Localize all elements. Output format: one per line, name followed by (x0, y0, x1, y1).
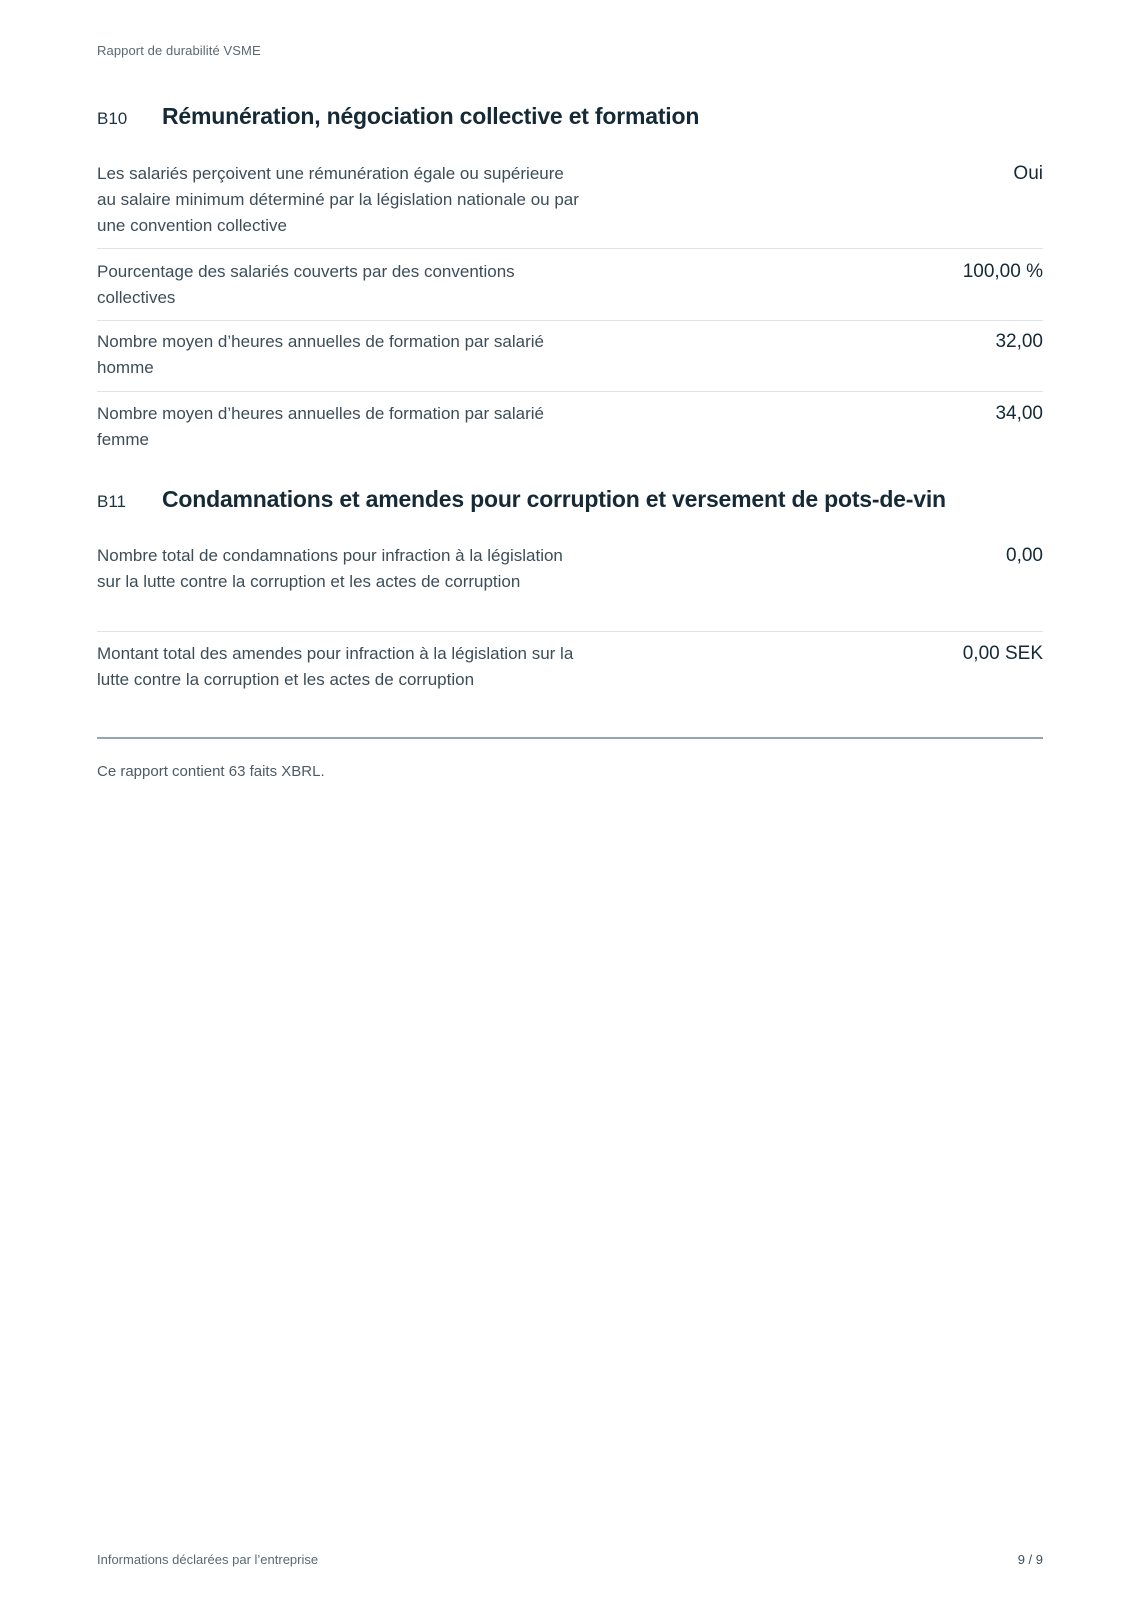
xbrl-facts-note: Ce rapport contient 63 faits XBRL. (97, 763, 325, 780)
row-label: Nombre moyen d’heures annuelles de formation par salarié femme (97, 404, 544, 449)
row-value: 32,00 (995, 331, 1043, 352)
section-code: B10 (97, 109, 128, 128)
report-header-title: Rapport de durabilité VSME (97, 43, 261, 58)
section-title: Condamnations et amendes pour corruption et versement de pots-de-vin (162, 486, 946, 512)
row-label: Montant total des amendes pour infraction à la législation sur la lutte contre la corruption et les actes de corruption (97, 644, 574, 689)
row-value: 34,00 (995, 403, 1043, 424)
section-code: B11 (97, 492, 126, 511)
table-row (97, 160, 1043, 249)
section-heading-b10 (97, 103, 699, 130)
row-value: Oui (1013, 163, 1043, 184)
footer-text: Informations déclarées par l’entreprise (97, 1552, 319, 1567)
page-number: 9 / 9 (1017, 1552, 1043, 1567)
row-value: 0,00 (1006, 545, 1043, 566)
section-title: Rémunération, négociation collective et formation (162, 103, 700, 129)
row-value: 100,00 % (962, 261, 1043, 282)
section-b10-rows (97, 160, 1043, 458)
divider (97, 737, 1043, 739)
table-row (97, 543, 1043, 632)
row-value: 0,00 SEK (962, 643, 1043, 664)
table-row (97, 249, 1043, 321)
section-heading-b11 (97, 486, 946, 513)
section-b11-rows (97, 543, 1043, 698)
row-label: Pourcentage des salariés couverts par des conventions collectives (97, 262, 515, 307)
table-row (97, 392, 1043, 458)
row-label: Les salariés perçoivent une rémunération égale ou supérieure au salaire minimum déterminé par la législation nationale ou par une convention collective (97, 164, 579, 235)
row-label: Nombre total de condamnations pour infraction à la législation sur la lutte contre la corruption et les actes de corruption (97, 546, 563, 591)
row-label: Nombre moyen d’heures annuelles de formation par salarié homme (97, 332, 544, 377)
table-row (97, 321, 1043, 392)
table-row (97, 632, 1043, 698)
